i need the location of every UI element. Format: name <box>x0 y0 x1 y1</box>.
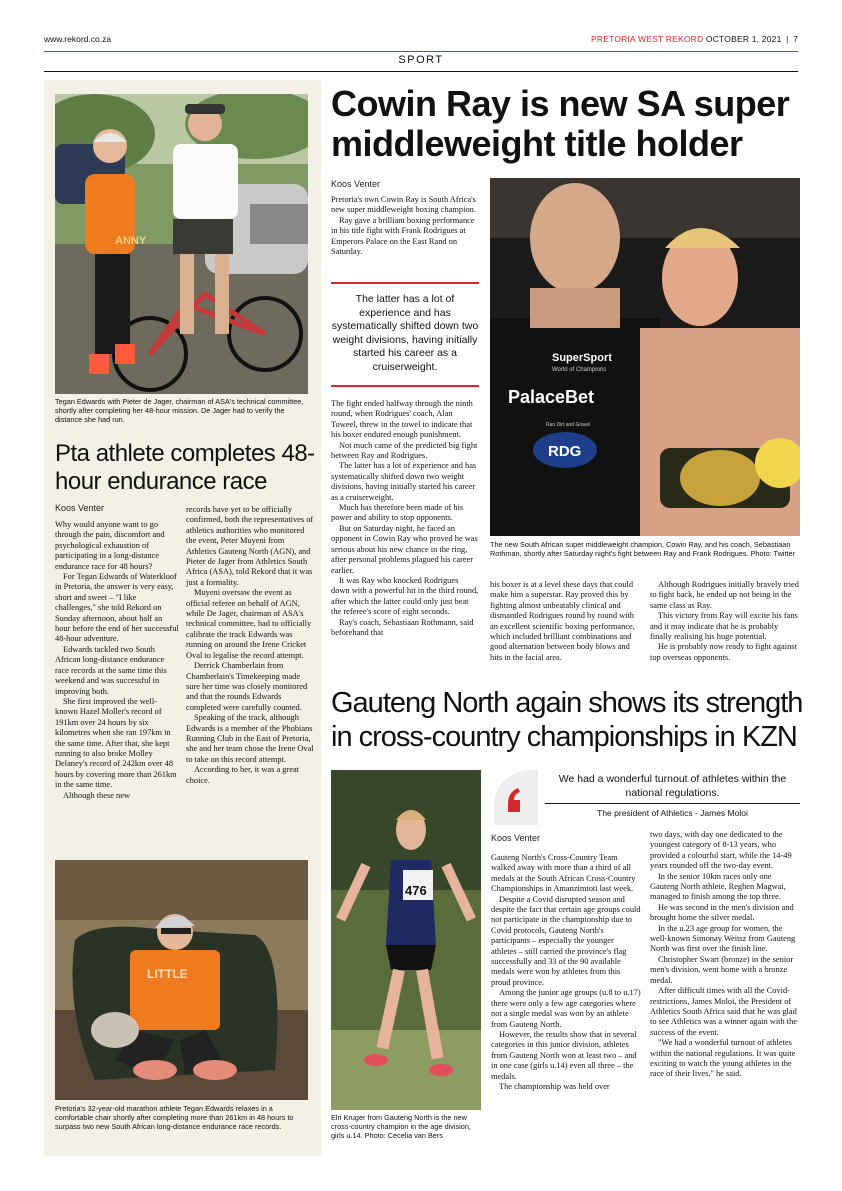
section-rule <box>44 71 798 72</box>
boxing-col3-p3: He is probably now ready to fight against top overseas opponents. <box>650 642 797 662</box>
runner-bib-number: 476 <box>405 883 427 898</box>
tegan-photo-caption: Tegan Edwards with Pieter de Jager, chairman of ASA's technical committee, shortly after completing her 48-hour mission. De Jager had to verify the distance she had run. <box>55 397 304 425</box>
crosscountry-byline: Koos Venter <box>491 833 541 843</box>
sponsor-rdg-top: Ran Dirt and Gravel <box>546 422 591 428</box>
boxing-col1-p7: Ray's coach, Sebastiaan Rothmann, said beforehand that <box>331 617 474 637</box>
crosscountry-col2-p1: two days, with day one dedicated to the youngest category of 8-13 years, who provided a colourful start, while the 14-49 years rounded off the two-day event. <box>650 830 792 871</box>
boxing-col1-p3: The latter has a lot of experience and has systematically shifted down two weight divisions, having initially started his career as a cruiserweight. <box>331 461 477 502</box>
paper-name: PRETORIA WEST REKORD <box>591 34 704 44</box>
crosscountry-col1-p2: Despite a Covid disrupted season and despite the fact that certain age groups could not participate in the championship due to Covid protocols, Gauteng North's participants – especially the younger athletes – still carried the province's flag successfully and 33 of the 90 available medals were won by athletes from this proud province. <box>491 894 641 987</box>
athletics-headline: Pta athlete completes 48-hour endurance race <box>55 440 315 495</box>
boxing-headline: Cowin Ray is new SA super middleweight title holder <box>331 83 790 164</box>
boxing-byline: Koos Venter <box>331 179 381 189</box>
section-label: SPORT <box>398 54 444 66</box>
athletics-col2 <box>186 505 314 786</box>
page-number: 7 <box>793 34 798 44</box>
crosscountry-col2-p7: "We had a wonderful turnout of athletes within the national regulations. It was quite exciting to watch the young athletes in the race of their lives," he said. <box>650 1038 796 1079</box>
boxing-photo-caption: The new South African super middleweight champion, Cowin Ray, and his coach, Sebastiaan Rothman, shortly after Saturday night's fight between Ray and Frank Rodrigues. Photo: Twitter <box>490 540 796 559</box>
cowin-ray-photo <box>490 178 800 536</box>
sponsor-supersport-sub: World of Champions <box>552 367 607 373</box>
crosscountry-col1-p5: The championship was held over <box>499 1081 610 1091</box>
quote-mark-icon <box>492 770 538 825</box>
runner-bib-text: ANNY <box>115 235 147 247</box>
crosscountry-col2-p6: After difficult times with all the Covid-restrictions, James Moloi, the President of Athletics South Africa said that he was glad to see Athletics was a winner again with the success of the event. <box>650 986 797 1037</box>
crosscountry-col2 <box>650 830 800 1080</box>
sponsor-rdg: RDG <box>548 443 582 460</box>
masthead-rule <box>44 51 798 52</box>
masthead-separator: | <box>786 34 789 44</box>
crosscountry-col2-p3: He was second in the men's division and brought home the silver medal. <box>650 902 794 923</box>
tegan-relaxing-photo <box>55 860 308 1100</box>
website-url[interactable]: www.rekord.co.za <box>44 34 112 44</box>
crosscountry-col1 <box>491 853 641 1092</box>
sponsor-palacebet: PalaceBet <box>508 387 595 407</box>
elri-photo-caption: Elri Kruger from Gauteng North is the new cross-country champion in the age division, girls u.14. Photo: Cecelia van Bers <box>331 1113 471 1141</box>
crosscountry-pullquote-rule <box>545 803 800 804</box>
boxing-col3 <box>650 580 800 663</box>
crosscountry-col2-p4: In the u.23 age group for women, the well-known Simonay Weitsz from Gauteng North was first over the finish line. <box>650 923 796 954</box>
boxing-intro <box>331 195 479 257</box>
crosscountry-pullquote: We had a wonderful turnout of athletes within the national regulations. <box>558 773 787 799</box>
elri-kruger-photo <box>331 770 481 1110</box>
boxing-col2-p1: his boxer is at a level these days that could make him a superstar. Ray proved this by fighting almost unbeatably clinical and dismantled Rodrigues round by round with an excellent scientific boxing performance, which included brilliant combinations and good alternation between body blows and hits in the facial area. <box>490 580 635 662</box>
masthead-right <box>591 34 798 44</box>
boxing-col1-p4: Much has therefore been made of his power and ability to stop opponents. <box>331 503 464 523</box>
athletics-col2-p5: According to her, it was a great choice. <box>186 765 300 785</box>
athletics-col1-p2: For Tegan Edwards of Waterkloof in Pretoria, the answer is very easy, short and sweet – "I like challenges," she told Rekord on Sunday afternoon, about half an hour before the end of her successful 48-hour adventure. <box>55 572 179 644</box>
athletics-col2-p1: records have yet to be officially confirmed, both the representatives of athletics authorities who monitored the event, Peter Muyeni from Athletics Gauteng North (AGN), and Pieter de Jager from Athletics South Africa (ASA), told Rekord that it was just a formality. <box>186 505 314 587</box>
crosscountry-col2-p2: In the senior 10km races only one Gauteng North athlete, Reghen Magwai, managed to finish among the top three. <box>650 871 786 902</box>
athletics-col2-p4: Speaking of the track, although Edwards is a member of the Phobians Running Club in the East of Pretoria, she and her team chose the Irene Oval to take on this record attempt. <box>186 713 314 764</box>
crosscountry-col2-p5: Christopher Swart (bronze) in the senior men's division, went home with a bronze medal. <box>650 954 794 985</box>
boxing-photo-illustration <box>490 178 800 536</box>
boxing-col1-p2: Not much came of the predicted big fight between Ray and Rodrigues. <box>331 440 478 461</box>
tegan-relaxing-illustration <box>55 860 308 1100</box>
vest-text: LITTLE <box>147 967 188 981</box>
boxing-pullquote-top-rule <box>331 282 479 284</box>
boxing-col1-p6: It was Ray who knocked Rodrigues down with a powerful hit in the third round, after which the latter could only just beat the referee's score of eight seconds. <box>331 575 479 617</box>
sponsor-supersport: SuperSport <box>552 352 612 364</box>
tegan-photo-illustration <box>55 94 308 394</box>
boxing-intro-p1: Pretoria's own Cowin Ray is South Africa's new super middleweight boxing champion. <box>331 195 476 215</box>
athletics-col1-p5: Although these new <box>63 790 130 800</box>
masthead-date: OCTOBER 1, 2021 <box>705 34 782 44</box>
boxing-col1 <box>331 399 479 638</box>
athletics-col1-p4: She first improved the well-known Hazel Moller's record of 191km over 24 hours by six kilometres when she ran 197km in the same time. After that, she kept running to also broke Molley Delaney's record of 242km over 48 hours by covering more than 261km in the same time. <box>55 696 177 790</box>
boxing-pullquote: The latter has a lot of experience and has systematically shifted down two weight divisions, having initially started his career as a cruiserweight. <box>331 293 479 373</box>
boxing-col1-p1: The fight ended halfway through the ninth round, when Rodrigues' coach, Alan Toweel, threw in the towel to indicate that his boxer endured enough punishment. <box>331 399 473 440</box>
boxing-intro-p2: Ray gave a brilliant boxing performance in his title fight with Frank Rodrigues at Emperors Palace on the East Rand on Saturday. <box>331 215 475 257</box>
tegan-and-de-jager-photo <box>55 94 308 394</box>
athletics-col2-p3: Derrick Chamberlain from Chamberlain's Timekeeping made sure her time was closely monitored and that the rounds Edwards completed were carefully counted. <box>186 661 308 712</box>
athletics-byline: Koos Venter <box>55 503 105 513</box>
crosscountry-attribution: The president of Athletics - James Moloi <box>597 808 748 818</box>
boxing-col1-p5: But on Saturday night, he faced an opponent in Cowin Ray who proved he was serious about his new chance in the ring, after personal problems plagued his career earlier. <box>331 523 478 575</box>
boxing-col3-p1: Although Rodrigues initially bravely tried to fight back, he ended up not being in the same class as Ray. <box>650 580 799 610</box>
crosscountry-col1-p3: Among the junior age groups (u.8 to u.17) there were only a few age categories where not a single medal was won by an athlete from Gauteng North. <box>491 988 641 1029</box>
boxing-col2 <box>490 580 640 663</box>
athletics-col2-p2: Muyeni oversaw the event as official referee on behalf of AGN, while De Jager, chairman of ASA's technical committee, had to officially calibrate the track Edwards was running on around the Irene Cricket Oval to legalise the record attempt. <box>186 588 312 660</box>
boxing-col3-p2: This victory from Ray will excite his fans and it may indicate that he is probably finally realising his huge potential. <box>650 611 798 642</box>
athletics-col1-p3: Edwards tackled two South African long-distance endurance race records at the same time this weekend and was successful in improving both. <box>55 644 167 696</box>
runner-photo-illustration <box>331 770 481 1110</box>
boxing-pullquote-bottom-rule <box>331 385 479 387</box>
crosscountry-col1-p4: However, the results show that in several categories in this junior division, athletes from Gauteng North won at least two – and in one case (girls u.14) even all three – the medals. <box>491 1029 637 1081</box>
crosscountry-col1-p1: Gauteng North's Cross-Country Team walked away with more than a third of all medals at the South African Cross-Country Championships in Amanzimtoti last week. <box>491 853 636 894</box>
athletics-col1-p1: Why would anyone want to go through the pain, discomfort and psychological exhaustion of participating in a long-distance endurance race for 48 hours? <box>55 520 165 571</box>
tegan-relaxing-caption: Pretoria's 32-year-old marathon athlete Tegan Edwards relaxes in a comfortable chair shortly after completing more than 261km in 48 hours to surpass two new South African long-distance endurance race records. <box>55 1104 294 1132</box>
athletics-col1 <box>55 520 179 801</box>
crosscountry-headline: Gauteng North again shows its strength in cross-country championships in KZN <box>331 687 803 753</box>
